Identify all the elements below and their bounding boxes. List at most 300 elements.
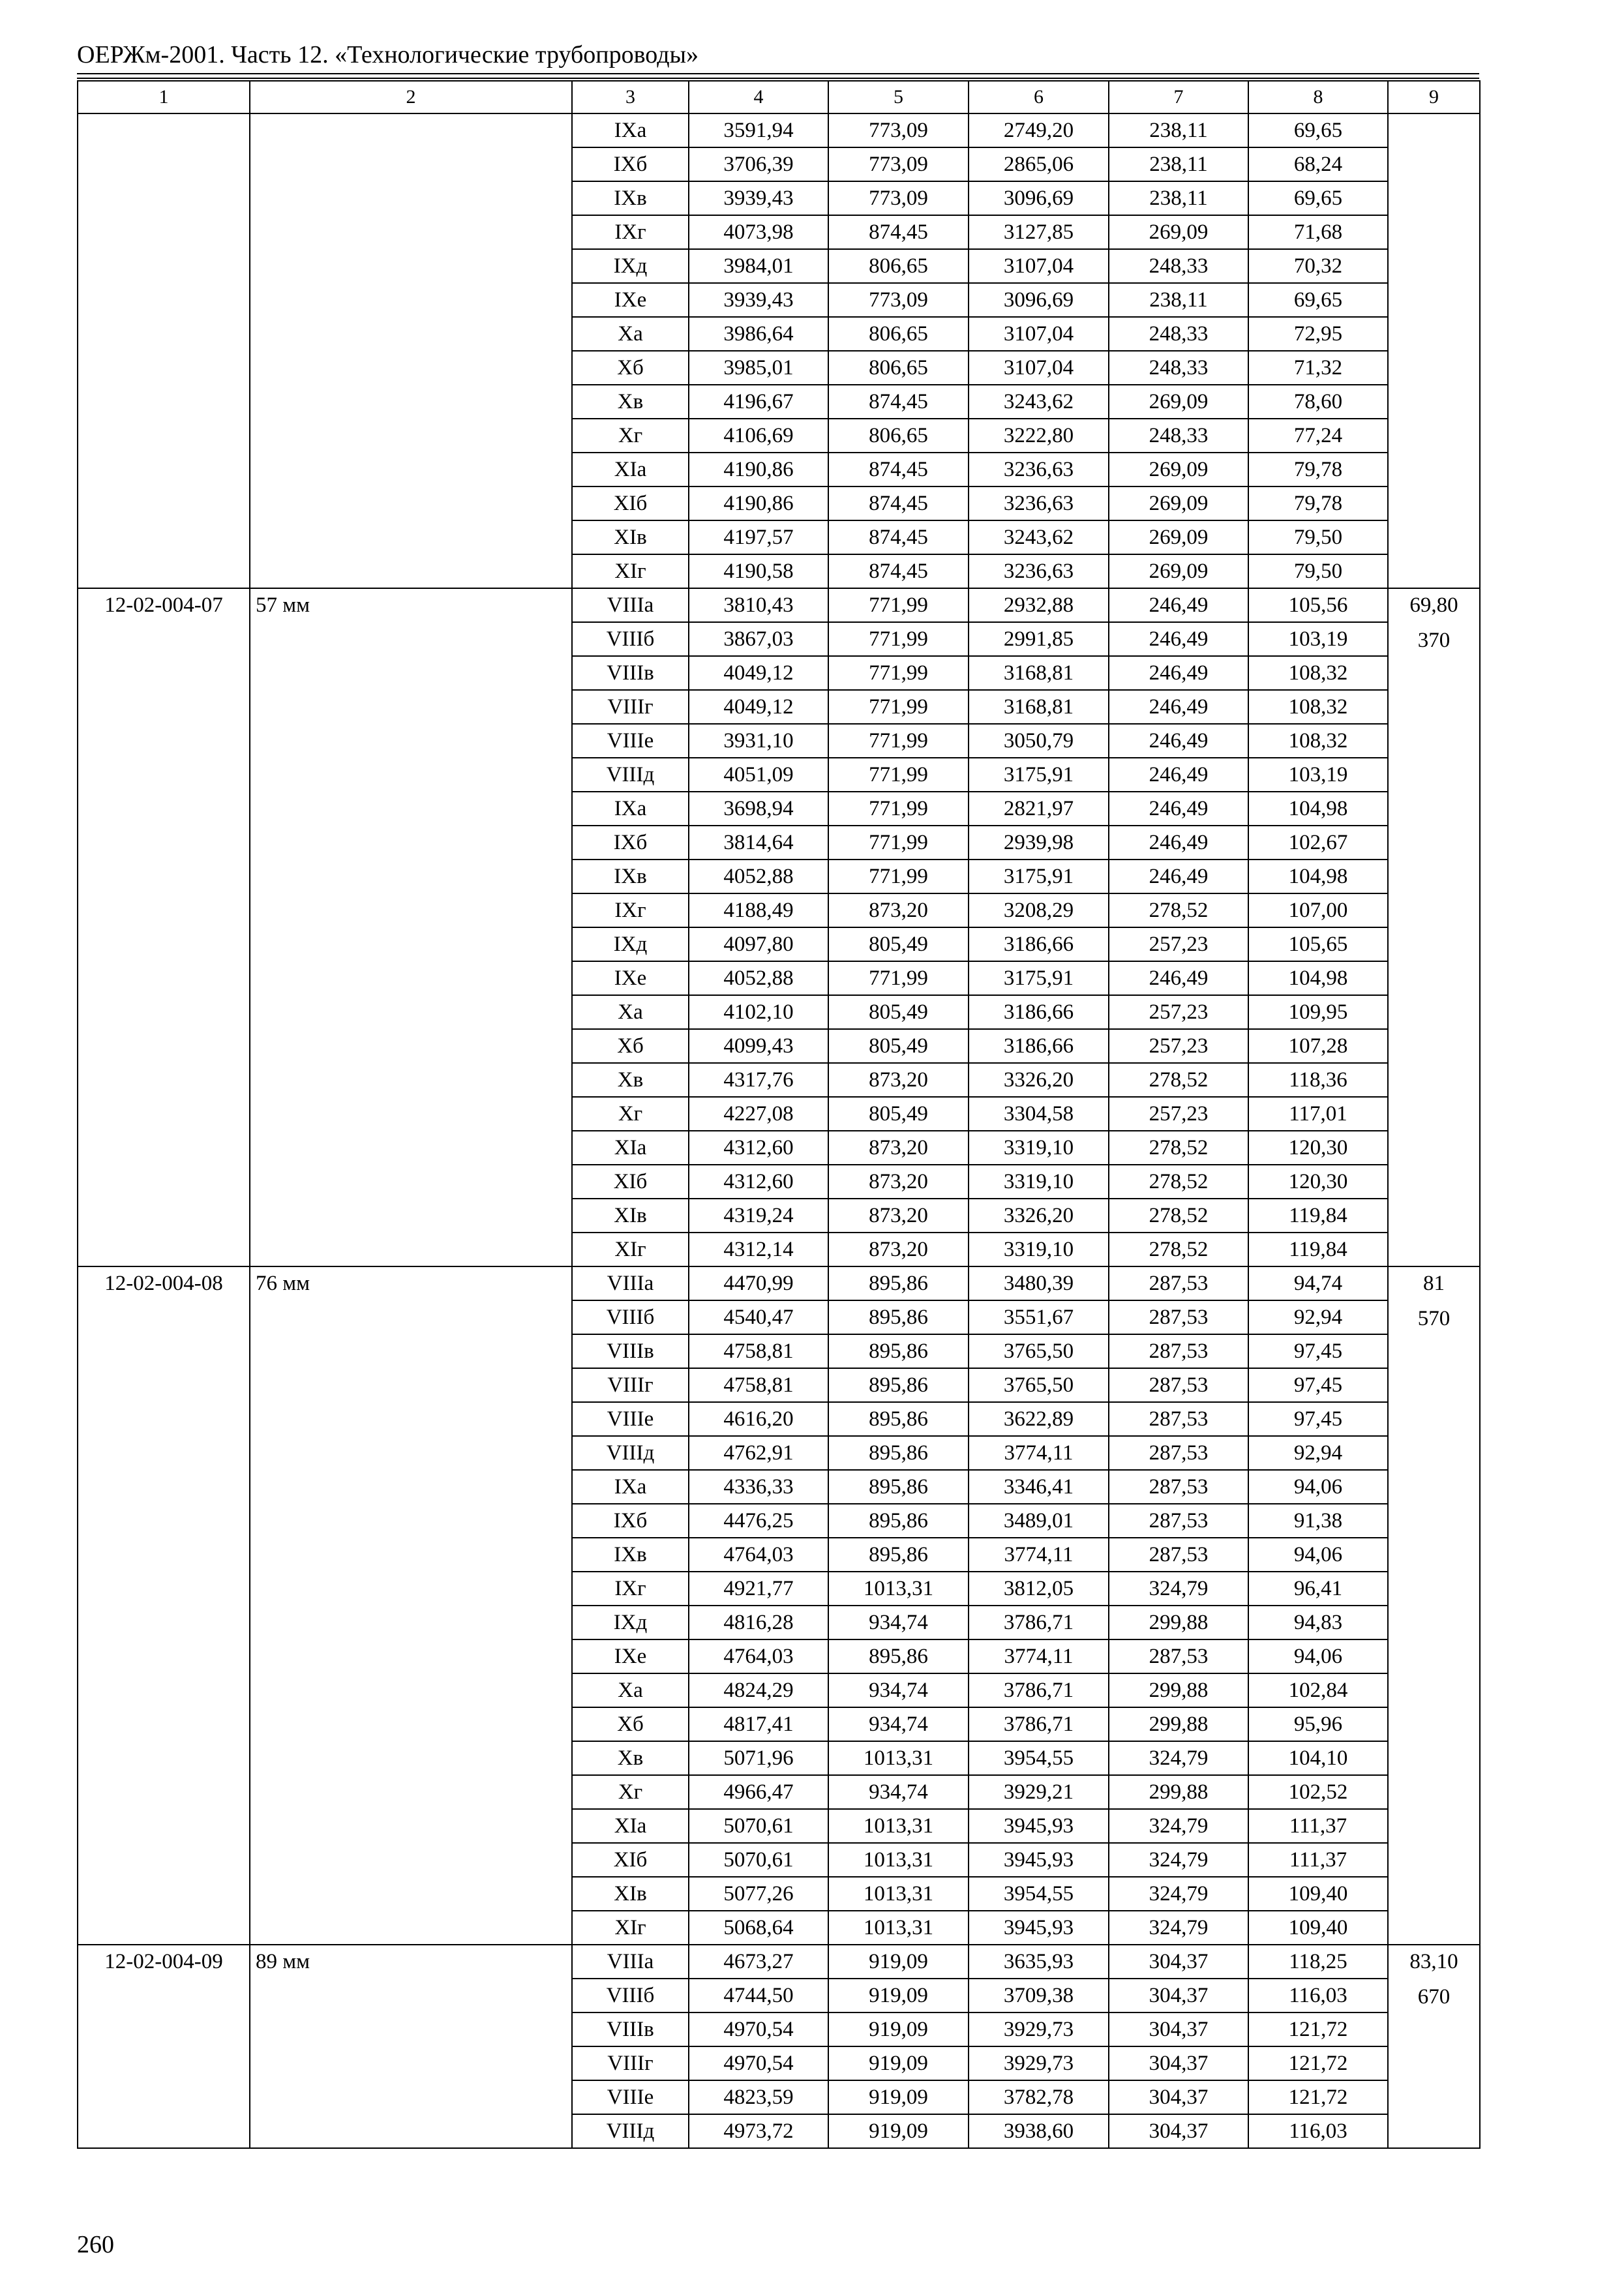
value-cell: 4049,12 xyxy=(689,690,828,724)
page-number: 260 xyxy=(77,2231,114,2258)
value-cell: 2939,98 xyxy=(969,826,1109,860)
value-cell: 895,86 xyxy=(828,1300,969,1334)
value-cell: 4073,98 xyxy=(689,215,828,249)
value-cell: 246,49 xyxy=(1109,622,1248,656)
value-cell: 3931,10 xyxy=(689,724,828,758)
extra-value: 570 xyxy=(1417,1307,1451,1330)
value-cell: 257,23 xyxy=(1109,995,1248,1029)
value-cell: 287,53 xyxy=(1109,1368,1248,1402)
value-cell: 771,99 xyxy=(828,826,969,860)
category-cell: IXб xyxy=(572,1504,689,1538)
value-cell: 3050,79 xyxy=(969,724,1109,758)
category-cell: IXг xyxy=(572,215,689,249)
value-cell: 71,32 xyxy=(1248,351,1388,385)
value-cell: 4540,47 xyxy=(689,1300,828,1334)
value-cell: 1013,31 xyxy=(828,1809,969,1843)
value-cell: 248,33 xyxy=(1109,317,1248,351)
header-rule-bottom xyxy=(77,78,1479,79)
category-cell: VIIIе xyxy=(572,1402,689,1436)
value-cell: 2865,06 xyxy=(969,147,1109,181)
value-cell: 3175,91 xyxy=(969,961,1109,995)
value-cell: 304,37 xyxy=(1109,2012,1248,2046)
value-cell: 771,99 xyxy=(828,792,969,826)
value-cell: 3186,66 xyxy=(969,995,1109,1029)
category-cell: Xб xyxy=(572,1707,689,1741)
value-cell: 1013,31 xyxy=(828,1843,969,1877)
category-cell: VIIIб xyxy=(572,622,689,656)
value-cell: 773,09 xyxy=(828,283,969,317)
value-cell: 806,65 xyxy=(828,249,969,283)
value-cell: 4052,88 xyxy=(689,961,828,995)
value-cell: 77,24 xyxy=(1248,419,1388,453)
value-cell: 4758,81 xyxy=(689,1368,828,1402)
value-cell: 4097,80 xyxy=(689,927,828,961)
value-cell: 304,37 xyxy=(1109,1945,1248,1979)
value-cell: 97,45 xyxy=(1248,1334,1388,1368)
value-cell: 1013,31 xyxy=(828,1877,969,1911)
price-code: 12-02-004-08 xyxy=(78,1266,250,1945)
value-cell: 69,65 xyxy=(1248,283,1388,317)
value-cell: 3812,05 xyxy=(969,1572,1109,1606)
value-cell: 4970,54 xyxy=(689,2046,828,2080)
price-code: 12-02-004-07 xyxy=(78,588,250,1266)
value-cell: 771,99 xyxy=(828,588,969,622)
value-cell: 91,38 xyxy=(1248,1504,1388,1538)
value-cell: 4190,58 xyxy=(689,554,828,588)
value-cell: 111,37 xyxy=(1248,1843,1388,1877)
value-cell: 3984,01 xyxy=(689,249,828,283)
value-cell: 3175,91 xyxy=(969,758,1109,792)
category-cell: XIв xyxy=(572,520,689,554)
category-cell: Xб xyxy=(572,1029,689,1063)
value-cell: 805,49 xyxy=(828,1097,969,1131)
category-cell: VIIIв xyxy=(572,656,689,690)
value-cell: 299,88 xyxy=(1109,1775,1248,1809)
value-cell: 269,09 xyxy=(1109,453,1248,486)
value-cell: 874,45 xyxy=(828,554,969,588)
value-cell: 72,95 xyxy=(1248,317,1388,351)
value-cell: 5077,26 xyxy=(689,1877,828,1911)
value-cell: 107,00 xyxy=(1248,893,1388,927)
value-cell: 3551,67 xyxy=(969,1300,1109,1334)
category-cell: IXе xyxy=(572,283,689,317)
category-cell: IXв xyxy=(572,860,689,893)
category-cell: Xв xyxy=(572,1063,689,1097)
column-number: 6 xyxy=(969,81,1109,113)
value-cell: 3954,55 xyxy=(969,1877,1109,1911)
value-cell: 109,40 xyxy=(1248,1911,1388,1945)
category-cell: XIг xyxy=(572,554,689,588)
value-cell: 287,53 xyxy=(1109,1639,1248,1673)
value-cell: 299,88 xyxy=(1109,1707,1248,1741)
value-cell: 4824,29 xyxy=(689,1673,828,1707)
value-cell: 3096,69 xyxy=(969,181,1109,215)
value-cell: 71,68 xyxy=(1248,215,1388,249)
value-cell: 238,11 xyxy=(1109,113,1248,147)
extra-value: 83,10 xyxy=(1409,1950,1458,1973)
extra-value: 370 xyxy=(1417,629,1451,652)
value-cell: 3168,81 xyxy=(969,690,1109,724)
value-cell: 4758,81 xyxy=(689,1334,828,1368)
value-cell: 94,06 xyxy=(1248,1538,1388,1572)
value-cell: 246,49 xyxy=(1109,860,1248,893)
value-cell: 895,86 xyxy=(828,1334,969,1368)
value-cell: 771,99 xyxy=(828,622,969,656)
value-cell: 771,99 xyxy=(828,961,969,995)
column-number: 7 xyxy=(1109,81,1248,113)
column-number: 5 xyxy=(828,81,969,113)
value-cell: 94,83 xyxy=(1248,1606,1388,1639)
value-cell: 304,37 xyxy=(1109,1979,1248,2012)
value-cell: 2932,88 xyxy=(969,588,1109,622)
value-cell: 3319,10 xyxy=(969,1233,1109,1266)
value-cell: 3186,66 xyxy=(969,1029,1109,1063)
value-cell: 3810,43 xyxy=(689,588,828,622)
value-cell: 4312,60 xyxy=(689,1131,828,1165)
value-cell: 116,03 xyxy=(1248,2114,1388,2148)
column-number: 3 xyxy=(572,81,689,113)
value-cell: 108,32 xyxy=(1248,690,1388,724)
table-row xyxy=(78,113,1480,147)
value-cell: 4973,72 xyxy=(689,2114,828,2148)
category-cell: IXв xyxy=(572,181,689,215)
value-cell: 934,74 xyxy=(828,1707,969,1741)
category-cell: VIIIд xyxy=(572,2114,689,2148)
value-cell: 805,49 xyxy=(828,1029,969,1063)
value-cell: 238,11 xyxy=(1109,181,1248,215)
value-cell: 4673,27 xyxy=(689,1945,828,1979)
value-cell: 278,52 xyxy=(1109,1199,1248,1233)
value-cell: 278,52 xyxy=(1109,1165,1248,1199)
value-cell: 873,20 xyxy=(828,893,969,927)
category-cell: XIа xyxy=(572,1131,689,1165)
category-cell: VIIIе xyxy=(572,2080,689,2114)
pipe-diameter: 57 мм xyxy=(250,588,572,1266)
value-cell: 105,56 xyxy=(1248,588,1388,622)
value-cell: 121,72 xyxy=(1248,2046,1388,2080)
category-cell: VIIIд xyxy=(572,1436,689,1470)
value-cell: 4817,41 xyxy=(689,1707,828,1741)
value-cell: 70,32 xyxy=(1248,249,1388,283)
value-cell: 107,28 xyxy=(1248,1029,1388,1063)
value-cell: 771,99 xyxy=(828,656,969,690)
value-cell: 108,32 xyxy=(1248,724,1388,758)
value-cell: 895,86 xyxy=(828,1538,969,1572)
value-cell: 118,36 xyxy=(1248,1063,1388,1097)
value-cell: 4197,57 xyxy=(689,520,828,554)
pipe-diameter: 76 мм xyxy=(250,1266,572,1945)
value-cell: 257,23 xyxy=(1109,1029,1248,1063)
value-cell: 895,86 xyxy=(828,1504,969,1538)
value-cell: 3168,81 xyxy=(969,656,1109,690)
value-cell: 3326,20 xyxy=(969,1063,1109,1097)
extra-values xyxy=(1388,588,1480,1266)
value-cell: 4049,12 xyxy=(689,656,828,690)
value-cell: 92,94 xyxy=(1248,1300,1388,1334)
value-cell: 3319,10 xyxy=(969,1165,1109,1199)
value-cell: 4102,10 xyxy=(689,995,828,1029)
value-cell: 4190,86 xyxy=(689,486,828,520)
value-cell: 102,84 xyxy=(1248,1673,1388,1707)
category-cell: Xб xyxy=(572,351,689,385)
value-cell: 3765,50 xyxy=(969,1368,1109,1402)
value-cell: 97,45 xyxy=(1248,1368,1388,1402)
value-cell: 3127,85 xyxy=(969,215,1109,249)
value-cell: 934,74 xyxy=(828,1673,969,1707)
value-cell: 79,78 xyxy=(1248,453,1388,486)
price-code xyxy=(78,113,250,588)
value-cell: 3346,41 xyxy=(969,1470,1109,1504)
value-cell: 4970,54 xyxy=(689,2012,828,2046)
value-cell: 919,09 xyxy=(828,2012,969,2046)
value-cell: 3635,93 xyxy=(969,1945,1109,1979)
value-cell: 95,96 xyxy=(1248,1707,1388,1741)
value-cell: 3236,63 xyxy=(969,554,1109,588)
value-cell: 78,60 xyxy=(1248,385,1388,419)
value-cell: 299,88 xyxy=(1109,1673,1248,1707)
category-cell: Xа xyxy=(572,1673,689,1707)
value-cell: 68,24 xyxy=(1248,147,1388,181)
value-cell: 246,49 xyxy=(1109,588,1248,622)
value-cell: 874,45 xyxy=(828,453,969,486)
value-cell: 4099,43 xyxy=(689,1029,828,1063)
category-cell: XIб xyxy=(572,1843,689,1877)
page-header: ОЕРЖм-2001. Часть 12. «Технологические трубопроводы» xyxy=(77,41,699,68)
column-number: 9 xyxy=(1388,81,1480,113)
value-cell: 4312,60 xyxy=(689,1165,828,1199)
value-cell: 4816,28 xyxy=(689,1606,828,1639)
value-cell: 4227,08 xyxy=(689,1097,828,1131)
value-cell: 324,79 xyxy=(1109,1741,1248,1775)
value-cell: 246,49 xyxy=(1109,792,1248,826)
value-cell: 919,09 xyxy=(828,2114,969,2148)
value-cell: 771,99 xyxy=(828,690,969,724)
header-rule-top xyxy=(77,73,1479,74)
value-cell: 3706,39 xyxy=(689,147,828,181)
category-cell: Xг xyxy=(572,1097,689,1131)
category-cell: VIIIв xyxy=(572,2012,689,2046)
value-cell: 119,84 xyxy=(1248,1233,1388,1266)
category-cell: XIа xyxy=(572,453,689,486)
value-cell: 278,52 xyxy=(1109,1131,1248,1165)
value-cell: 771,99 xyxy=(828,724,969,758)
value-cell: 117,01 xyxy=(1248,1097,1388,1131)
value-cell: 4188,49 xyxy=(689,893,828,927)
value-cell: 773,09 xyxy=(828,147,969,181)
category-cell: VIIIе xyxy=(572,724,689,758)
value-cell: 806,65 xyxy=(828,351,969,385)
value-cell: 96,41 xyxy=(1248,1572,1388,1606)
value-cell: 3480,39 xyxy=(969,1266,1109,1300)
extra-values xyxy=(1388,113,1480,588)
value-cell: 120,30 xyxy=(1248,1165,1388,1199)
value-cell: 3774,11 xyxy=(969,1639,1109,1673)
value-cell: 3986,64 xyxy=(689,317,828,351)
value-cell: 246,49 xyxy=(1109,826,1248,860)
value-cell: 873,20 xyxy=(828,1165,969,1199)
category-cell: VIIIа xyxy=(572,1945,689,1979)
category-cell: Xв xyxy=(572,385,689,419)
value-cell: 771,99 xyxy=(828,758,969,792)
value-cell: 934,74 xyxy=(828,1775,969,1809)
extra-value: 81 xyxy=(1423,1272,1445,1295)
value-cell: 121,72 xyxy=(1248,2080,1388,2114)
value-cell: 2749,20 xyxy=(969,113,1109,147)
value-cell: 3765,50 xyxy=(969,1334,1109,1368)
category-cell: VIIIв xyxy=(572,1334,689,1368)
category-cell: Xа xyxy=(572,995,689,1029)
value-cell: 874,45 xyxy=(828,215,969,249)
value-cell: 3786,71 xyxy=(969,1673,1109,1707)
value-cell: 3326,20 xyxy=(969,1199,1109,1233)
value-cell: 4106,69 xyxy=(689,419,828,453)
category-cell: VIIIб xyxy=(572,1979,689,2012)
category-cell: XIб xyxy=(572,1165,689,1199)
value-cell: 257,23 xyxy=(1109,927,1248,961)
category-cell: Xв xyxy=(572,1741,689,1775)
category-cell: IXе xyxy=(572,1639,689,1673)
column-number: 1 xyxy=(78,81,250,113)
value-cell: 874,45 xyxy=(828,385,969,419)
value-cell: 3786,71 xyxy=(969,1707,1109,1741)
extra-value: 69,80 xyxy=(1409,593,1458,617)
category-cell: IXе xyxy=(572,961,689,995)
value-cell: 1013,31 xyxy=(828,1911,969,1945)
value-cell: 934,74 xyxy=(828,1606,969,1639)
value-cell: 248,33 xyxy=(1109,351,1248,385)
category-cell: IXд xyxy=(572,927,689,961)
category-cell: VIIIб xyxy=(572,1300,689,1334)
value-cell: 269,09 xyxy=(1109,554,1248,588)
value-cell: 69,65 xyxy=(1248,181,1388,215)
value-cell: 3945,93 xyxy=(969,1809,1109,1843)
value-cell: 773,09 xyxy=(828,181,969,215)
value-cell: 4762,91 xyxy=(689,1436,828,1470)
category-cell: IXа xyxy=(572,792,689,826)
value-cell: 4190,86 xyxy=(689,453,828,486)
value-cell: 324,79 xyxy=(1109,1809,1248,1843)
value-cell: 304,37 xyxy=(1109,2046,1248,2080)
value-cell: 3236,63 xyxy=(969,453,1109,486)
value-cell: 3939,43 xyxy=(689,283,828,317)
value-cell: 120,30 xyxy=(1248,1131,1388,1165)
value-cell: 269,09 xyxy=(1109,486,1248,520)
category-cell: IXб xyxy=(572,826,689,860)
value-cell: 4312,14 xyxy=(689,1233,828,1266)
value-cell: 269,09 xyxy=(1109,520,1248,554)
value-cell: 3698,94 xyxy=(689,792,828,826)
value-cell: 3929,21 xyxy=(969,1775,1109,1809)
value-cell: 4744,50 xyxy=(689,1979,828,2012)
value-cell: 269,09 xyxy=(1109,385,1248,419)
column-number: 4 xyxy=(689,81,828,113)
value-cell: 248,33 xyxy=(1109,249,1248,283)
value-cell: 919,09 xyxy=(828,1979,969,2012)
value-cell: 105,65 xyxy=(1248,927,1388,961)
value-cell: 895,86 xyxy=(828,1402,969,1436)
value-cell: 919,09 xyxy=(828,2080,969,2114)
value-cell: 919,09 xyxy=(828,1945,969,1979)
value-cell: 246,49 xyxy=(1109,758,1248,792)
value-cell: 3243,62 xyxy=(969,385,1109,419)
value-cell: 119,84 xyxy=(1248,1199,1388,1233)
table-body xyxy=(78,81,1480,2148)
value-cell: 5070,61 xyxy=(689,1843,828,1877)
category-cell: IXг xyxy=(572,1572,689,1606)
value-cell: 3929,73 xyxy=(969,2046,1109,2080)
value-cell: 116,03 xyxy=(1248,1979,1388,2012)
value-cell: 3814,64 xyxy=(689,826,828,860)
value-cell: 111,37 xyxy=(1248,1809,1388,1843)
table-row xyxy=(78,1266,1480,1300)
resource-table xyxy=(77,80,1481,2149)
value-cell: 3945,93 xyxy=(969,1843,1109,1877)
value-cell: 3709,38 xyxy=(969,1979,1109,2012)
value-cell: 3175,91 xyxy=(969,860,1109,893)
value-cell: 104,98 xyxy=(1248,860,1388,893)
value-cell: 4336,33 xyxy=(689,1470,828,1504)
value-cell: 3222,80 xyxy=(969,419,1109,453)
column-number: 8 xyxy=(1248,81,1388,113)
value-cell: 3243,62 xyxy=(969,520,1109,554)
value-cell: 771,99 xyxy=(828,860,969,893)
value-cell: 287,53 xyxy=(1109,1300,1248,1334)
value-cell: 324,79 xyxy=(1109,1843,1248,1877)
value-cell: 287,53 xyxy=(1109,1504,1248,1538)
value-cell: 4616,20 xyxy=(689,1402,828,1436)
value-cell: 1013,31 xyxy=(828,1741,969,1775)
value-cell: 3186,66 xyxy=(969,927,1109,961)
value-cell: 3774,11 xyxy=(969,1436,1109,1470)
value-cell: 873,20 xyxy=(828,1233,969,1266)
value-cell: 97,45 xyxy=(1248,1402,1388,1436)
value-cell: 805,49 xyxy=(828,927,969,961)
category-cell: XIв xyxy=(572,1199,689,1233)
value-cell: 806,65 xyxy=(828,419,969,453)
extra-value: 670 xyxy=(1417,1985,1451,2009)
value-cell: 102,52 xyxy=(1248,1775,1388,1809)
value-cell: 919,09 xyxy=(828,2046,969,2080)
value-cell: 246,49 xyxy=(1109,724,1248,758)
value-cell: 3945,93 xyxy=(969,1911,1109,1945)
value-cell: 805,49 xyxy=(828,995,969,1029)
value-cell: 4476,25 xyxy=(689,1504,828,1538)
value-cell: 94,06 xyxy=(1248,1639,1388,1673)
value-cell: 3782,78 xyxy=(969,2080,1109,2114)
value-cell: 3489,01 xyxy=(969,1504,1109,1538)
extra-values xyxy=(1388,1266,1480,1945)
value-cell: 94,06 xyxy=(1248,1470,1388,1504)
value-cell: 3954,55 xyxy=(969,1741,1109,1775)
value-cell: 246,49 xyxy=(1109,690,1248,724)
value-cell: 287,53 xyxy=(1109,1436,1248,1470)
value-cell: 4823,59 xyxy=(689,2080,828,2114)
value-cell: 3622,89 xyxy=(969,1402,1109,1436)
category-cell: IXа xyxy=(572,113,689,147)
value-cell: 3236,63 xyxy=(969,486,1109,520)
value-cell: 238,11 xyxy=(1109,147,1248,181)
value-cell: 324,79 xyxy=(1109,1911,1248,1945)
value-cell: 324,79 xyxy=(1109,1572,1248,1606)
value-cell: 278,52 xyxy=(1109,1063,1248,1097)
category-cell: VIIIд xyxy=(572,758,689,792)
category-cell: Xг xyxy=(572,1775,689,1809)
value-cell: 299,88 xyxy=(1109,1606,1248,1639)
value-cell: 895,86 xyxy=(828,1639,969,1673)
pipe-diameter xyxy=(250,113,572,588)
value-cell: 3774,11 xyxy=(969,1538,1109,1572)
value-cell: 4319,24 xyxy=(689,1199,828,1233)
